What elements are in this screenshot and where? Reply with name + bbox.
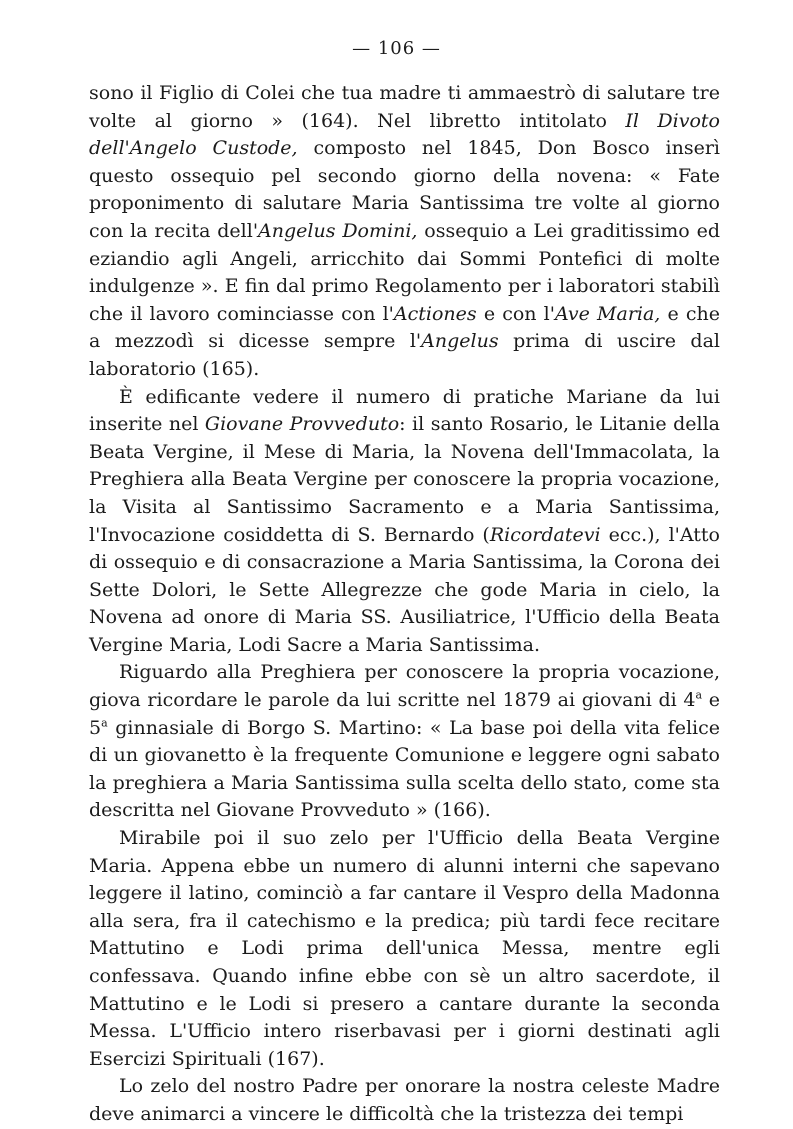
text-segment: Mirabile poi il suo zelo per l'Ufficio della Beata Vergine Maria. Appena ebbe un numero di alunni interni che sapevano leggere il latino, cominciò a far cantare il Vespro della Madonna alla sera, fra il catechismo e la predica; più tardi fece recitare Mattutino e Lodi prima dell'unica Messa, mentre egli confessava. Quando infine ebbe con sè un altro sacerdote, il Mattutino e le Lodi si presero a cantare durante la seconda Messa. L'Ufficio intero riserbavasi per i giorni destinati agli Esercizi Spirituali (167). [89,827,720,1070]
text-segment: e che a mezzodì si dicesse sempre l' [89,302,721,353]
body-text [89,80,720,1129]
text-segment: ecc.), l'Atto di ossequio e di consacrazione a Maria Santissima, la Corona dei Sette Dolori, le Sette Allegrezze che gode Maria in cielo, la Novena ad onore di Maria SS. Ausiliatrice, l'Ufficio della Beata Vergine Maria, Lodi Sacre a Maria Santissima. [89,523,720,656]
text-segment: È edificante vedere il numero di pratiche Mariane da lui inserite nel [89,385,720,436]
paragraph-p4 [89,825,720,1073]
page-number: — 106 — [352,38,441,59]
text-segment: ossequio a Lei graditissimo ed eziandio agli Angeli, arricchito dai Sommi Pontefici di molte indulgenze ». E fin dal primo Regolamento per i laboratori stabilì che il lavoro cominciasse con l' [89,219,720,325]
italic-text: Angelus Domini, [258,219,418,242]
text-segment: composto nel 1845, Don Bosco inserì questo ossequio pel secondo giorno della novena: « Fate proponimento di salutare Maria Santissima tre volte al giorno con la recita dell' [89,137,721,242]
italic-text: Actiones [393,302,477,325]
text-segment: Riguardo alla Preghiera per conoscere la propria vocazione, giova ricordare le parole da lui scritte nel 1879 ai giovani di 4 [89,661,720,712]
italic-text: Ave Maria, [554,302,661,325]
text-segment: e con l' [476,302,555,325]
italic-text: Il Divoto dell'Angelo Custode, [89,109,720,160]
superscript: a [101,716,108,730]
paragraph-p5 [89,1073,720,1128]
text-segment: prima di uscire dal laboratorio (165). [89,330,720,380]
text-segment: sono il Figlio di Colei che tua madre ti ammaestrò di salutare tre volte al giorno » (164). Nel libretto intitolato [89,82,720,132]
paragraph-p3 [89,659,720,825]
text-segment: : il santo Rosario, le Litanie della Beata Vergine, il Mese di Maria, la Novena dell'Immacolata, la Preghiera alla Beata Vergine per conoscere la propria vocazione, la Visita al Santissimo Sacramento e a Maria Santissima, l'Invocazione cosiddetta di S. Bernardo ( [89,413,720,546]
superscript: a [695,688,703,702]
text-segment: e 5 [89,689,720,739]
paragraph-p1 [89,80,720,384]
italic-text: Angelus [421,330,499,353]
italic-text: Ricordatevi [489,523,601,546]
paragraph-p2 [89,384,720,660]
text-segment: Lo zelo del nostro Padre per onorare la nostra celeste Madre deve animarci a vincere le difficoltà che la tristezza dei tempi [89,1075,720,1125]
text-segment: ginnasiale di Borgo S. Martino: « La base poi della vita felice di un giovanetto è la frequente Comunione e leggere ogni sabato la preghiera a Maria Santissima sulla scelta dello stato, come sta descritta nel Giovane Provveduto » (166). [89,716,720,822]
italic-text: Giovane Provveduto [204,413,400,436]
